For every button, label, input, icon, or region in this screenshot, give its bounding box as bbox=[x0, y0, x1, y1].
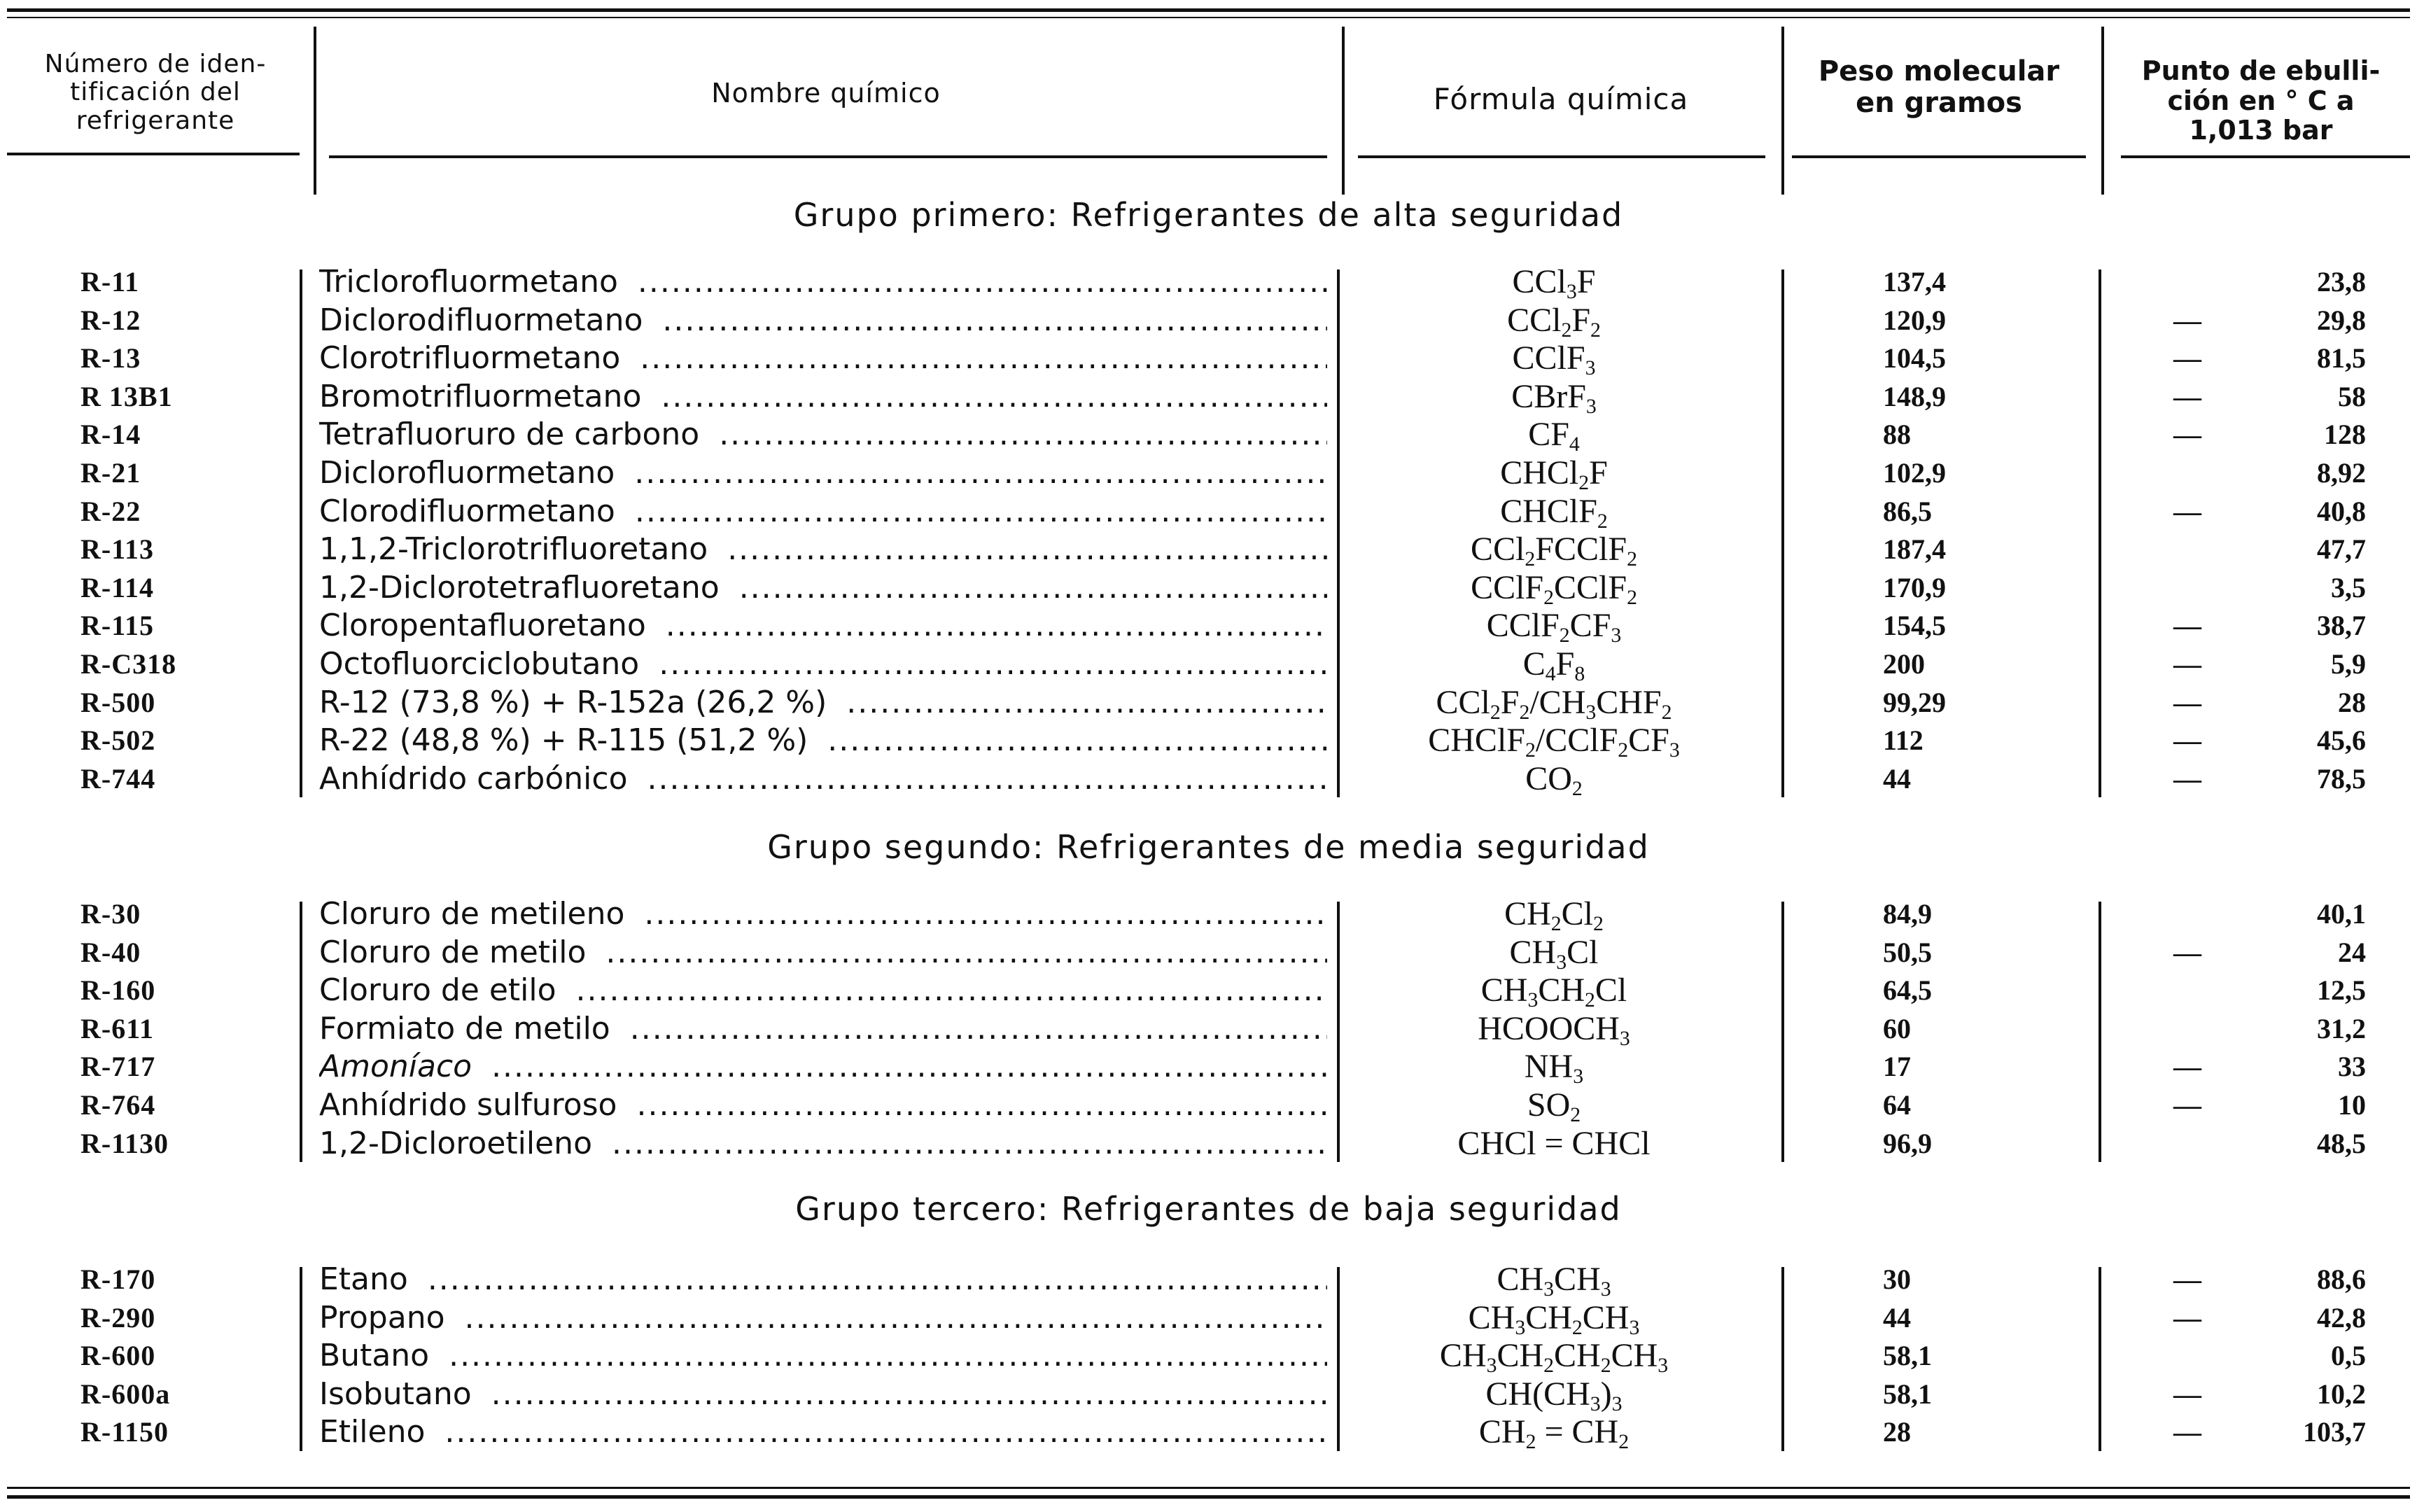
column-divider bbox=[2099, 902, 2101, 1162]
molecular-weight: 64,5 bbox=[1883, 974, 1932, 1006]
molecular-weight: 112 bbox=[1883, 724, 1924, 756]
table-row bbox=[0, 1375, 2417, 1413]
chemical-formula: $CCl_2F_2/CH_3CHF_2$ bbox=[1436, 684, 1672, 722]
chemical-formula: CClF$_3$ bbox=[1512, 340, 1596, 377]
header-name: Nombre químico bbox=[711, 78, 941, 108]
table-row bbox=[0, 568, 2417, 607]
chemical-name-cell bbox=[319, 1009, 1327, 1048]
chemical-name: 1,1,2-Triclorotrifluoretano bbox=[319, 531, 716, 567]
negative-sign: — bbox=[2173, 763, 2201, 794]
column-divider bbox=[300, 902, 302, 1162]
refrigerant-id: R-744 bbox=[80, 763, 156, 794]
negative-sign: — bbox=[2173, 1378, 2201, 1410]
chemical-name: Propano bbox=[319, 1300, 454, 1336]
molecular-weight: 86,5 bbox=[1883, 496, 1932, 527]
boiling-point-cell bbox=[2142, 1336, 2380, 1375]
table-row bbox=[0, 1047, 2417, 1086]
chemical-formula: $CH(CH_3)_3$ bbox=[1485, 1376, 1623, 1413]
chemical-name-cell bbox=[319, 262, 1327, 301]
molecular-weight: 58,1 bbox=[1883, 1340, 1932, 1371]
chemical-name-cell bbox=[319, 1413, 1327, 1451]
column-divider bbox=[1337, 1267, 1340, 1451]
boiling-point-cell bbox=[2142, 971, 2380, 1009]
chemical-name: Clorodifluormetano bbox=[319, 493, 624, 529]
table-row bbox=[0, 1260, 2417, 1298]
boiling-point: 103,7 bbox=[2303, 1416, 2366, 1448]
chemical-formula: $CHClF_2/CClF_2CF_3$ bbox=[1428, 722, 1680, 760]
boiling-point-cell bbox=[2142, 1375, 2380, 1413]
table-row bbox=[0, 1086, 2417, 1124]
chemical-name: Isobutano bbox=[319, 1376, 480, 1412]
molecular-weight: 17 bbox=[1883, 1051, 1911, 1082]
negative-sign: — bbox=[2173, 610, 2201, 641]
table-row bbox=[0, 895, 2417, 933]
molecular-weight: 44 bbox=[1883, 763, 1911, 794]
boiling-point: 40,1 bbox=[2317, 898, 2366, 930]
table-row bbox=[0, 683, 2417, 722]
negative-sign: — bbox=[2173, 1264, 2201, 1295]
boiling-point-cell bbox=[2142, 377, 2380, 416]
table-row bbox=[0, 1124, 2417, 1163]
boiling-point: 10 bbox=[2338, 1089, 2366, 1121]
boiling-point: 88,6 bbox=[2317, 1264, 2366, 1295]
molecular-weight: 99,29 bbox=[1883, 687, 1946, 718]
table-row bbox=[0, 262, 2417, 301]
refrigerant-id: R-12 bbox=[80, 304, 141, 336]
refrigerant-id: R-115 bbox=[80, 610, 154, 641]
chemical-name: 1,2-Dicloroetileno bbox=[319, 1126, 601, 1161]
column-divider bbox=[1781, 270, 1784, 797]
refrigerant-id: R-11 bbox=[80, 266, 139, 298]
chemical-formula: $CH_3CH_2Cl$ bbox=[1480, 972, 1627, 1009]
table-row bbox=[0, 1009, 2417, 1048]
chemical-name: Diclorodifluormetano bbox=[319, 302, 651, 338]
column-divider bbox=[300, 270, 302, 797]
boiling-point-cell bbox=[2142, 568, 2380, 607]
chemical-formula: $CO_2$ bbox=[1525, 760, 1583, 798]
chemical-formula: CCl$_3$F bbox=[1512, 263, 1596, 301]
column-divider bbox=[1337, 902, 1340, 1162]
chemical-formula: $CH_2 = CH_2$ bbox=[1478, 1413, 1630, 1451]
chemical-name-cell bbox=[319, 721, 1327, 760]
chemical-formula: $CH_3CH_3$ bbox=[1497, 1261, 1611, 1298]
boiling-point-cell bbox=[2142, 645, 2380, 683]
negative-sign: — bbox=[2173, 687, 2201, 718]
column-divider bbox=[1781, 1267, 1784, 1451]
molecular-weight: 58,1 bbox=[1883, 1378, 1932, 1410]
chemical-name-cell bbox=[319, 377, 1327, 416]
chemical-name: R-12 (73,8 %) + R-152a (26,2 %) bbox=[319, 685, 835, 720]
table-row bbox=[0, 645, 2417, 683]
molecular-weight: 200 bbox=[1883, 648, 1925, 680]
chemical-name: Octofluorciclobutano bbox=[319, 646, 647, 682]
chemical-name-cell bbox=[319, 933, 1327, 972]
chemical-name: Formiato de metilo bbox=[319, 1011, 619, 1046]
top-rule-thin bbox=[7, 17, 2410, 18]
negative-sign: — bbox=[2173, 1089, 2201, 1121]
chemical-name: Anhídrido carbónico bbox=[319, 761, 636, 797]
table-row bbox=[0, 1336, 2417, 1375]
header-underline bbox=[2121, 155, 2410, 158]
chemical-name-cell bbox=[319, 1124, 1327, 1163]
boiling-point: 5,9 bbox=[2331, 648, 2366, 680]
boiling-point-cell bbox=[2142, 683, 2380, 722]
chemical-name: Etano bbox=[319, 1261, 416, 1297]
chemical-name: Amoníaco bbox=[319, 1049, 480, 1084]
refrigerant-id: R-611 bbox=[80, 1013, 154, 1044]
molecular-weight: 30 bbox=[1883, 1264, 1911, 1295]
chemical-name-cell bbox=[319, 971, 1327, 1009]
chemical-formula: $CH_2Cl_2$ bbox=[1504, 895, 1604, 933]
negative-sign: — bbox=[2173, 724, 2201, 756]
refrigerant-id: R-764 bbox=[80, 1089, 156, 1121]
negative-sign: — bbox=[2173, 1051, 2201, 1082]
refrigerant-id: R-1130 bbox=[80, 1128, 169, 1159]
boiling-point: 58 bbox=[2338, 381, 2366, 412]
boiling-point: 128 bbox=[2324, 419, 2366, 450]
chemical-name-cell bbox=[319, 339, 1327, 377]
chemical-name-cell bbox=[319, 1086, 1327, 1124]
boiling-point-cell bbox=[2142, 1009, 2380, 1048]
chemical-name: R-22 (48,8 %) + R-115 (51,2 %) bbox=[319, 722, 816, 758]
chemical-formula: $CCl_2F_2$ bbox=[1507, 302, 1601, 340]
table-row bbox=[0, 415, 2417, 454]
refrigerant-id: R-717 bbox=[80, 1051, 156, 1082]
molecular-weight: 137,4 bbox=[1883, 266, 1946, 298]
refrigerant-id: R-113 bbox=[80, 533, 154, 565]
chemical-formula: $CH_3Cl$ bbox=[1509, 934, 1599, 972]
boiling-point-cell bbox=[2142, 1124, 2380, 1163]
negative-sign: — bbox=[2173, 648, 2201, 680]
molecular-weight: 44 bbox=[1883, 1302, 1911, 1334]
negative-sign: — bbox=[2173, 496, 2201, 527]
refrigerant-id: R-14 bbox=[80, 419, 141, 450]
chemical-formula: $SO_2$ bbox=[1527, 1086, 1581, 1124]
refrigerant-id: R-1150 bbox=[80, 1416, 169, 1448]
column-divider bbox=[2099, 1267, 2101, 1451]
boiling-point-cell bbox=[2142, 1260, 2380, 1298]
chemical-name-cell bbox=[319, 683, 1327, 722]
molecular-weight: 102,9 bbox=[1883, 457, 1946, 489]
chemical-name-cell bbox=[319, 895, 1327, 933]
table-row bbox=[0, 606, 2417, 645]
table-row bbox=[0, 301, 2417, 340]
chemical-name: Bromotrifluormetano bbox=[319, 379, 650, 414]
negative-sign: — bbox=[2173, 1302, 2201, 1334]
boiling-point: 78,5 bbox=[2317, 763, 2366, 794]
boiling-point-cell bbox=[2142, 1413, 2380, 1451]
chemical-name-cell bbox=[319, 1336, 1327, 1375]
boiling-point: 47,7 bbox=[2317, 533, 2366, 565]
table-row bbox=[0, 1413, 2417, 1451]
header-weight: Peso molecular en gramos bbox=[1818, 55, 2060, 119]
table-row bbox=[0, 1298, 2417, 1337]
chemical-name-cell bbox=[319, 606, 1327, 645]
table-row bbox=[0, 760, 2417, 798]
refrigerant-id: R-40 bbox=[80, 937, 141, 968]
negative-sign: — bbox=[2173, 342, 2201, 374]
header-underline bbox=[329, 155, 1327, 158]
refrigerant-id: R-290 bbox=[80, 1302, 156, 1334]
table-row bbox=[0, 721, 2417, 760]
refrigerant-id: R 13B1 bbox=[80, 381, 173, 412]
molecular-weight: 84,9 bbox=[1883, 898, 1932, 930]
negative-sign: — bbox=[2173, 419, 2201, 450]
refrigerant-id: R-160 bbox=[80, 974, 156, 1006]
refrigerant-id: R-C318 bbox=[80, 648, 177, 680]
chemical-formula: CClF$_2$CClF$_2$ bbox=[1471, 569, 1637, 607]
chemical-name: 1,2-Diclorotetrafluoretano bbox=[319, 570, 728, 606]
chemical-name: Clorotrifluormetano bbox=[319, 340, 629, 376]
boiling-point: 3,5 bbox=[2331, 572, 2366, 603]
boiling-point: 29,8 bbox=[2317, 304, 2366, 336]
boiling-point-cell bbox=[2142, 606, 2380, 645]
header-formula: Fórmula química bbox=[1433, 82, 1689, 116]
chemical-name: Tetrafluoruro de carbono bbox=[319, 416, 708, 452]
boiling-point: 40,8 bbox=[2317, 496, 2366, 527]
table-row bbox=[0, 971, 2417, 1009]
molecular-weight: 64 bbox=[1883, 1089, 1911, 1121]
chemical-name: Cloropentafluoretano bbox=[319, 608, 654, 643]
header-divider bbox=[314, 27, 316, 195]
boiling-point-cell bbox=[2142, 895, 2380, 933]
negative-sign: — bbox=[2173, 1416, 2201, 1448]
boiling-point-cell bbox=[2142, 262, 2380, 301]
boiling-point: 42,8 bbox=[2317, 1302, 2366, 1334]
chemical-name-cell bbox=[319, 1375, 1327, 1413]
molecular-weight: 170,9 bbox=[1883, 572, 1946, 603]
refrigerant-id: R-21 bbox=[80, 457, 141, 489]
refrigerant-id: R-170 bbox=[80, 1264, 156, 1295]
header-underline bbox=[7, 153, 300, 155]
boiling-point-cell bbox=[2142, 415, 2380, 454]
refrigerant-id: R-500 bbox=[80, 687, 156, 718]
chemical-name: Butano bbox=[319, 1338, 437, 1373]
boiling-point-cell bbox=[2142, 1298, 2380, 1337]
top-rule bbox=[7, 8, 2410, 12]
molecular-weight: 148,9 bbox=[1883, 381, 1946, 412]
boiling-point-cell bbox=[2142, 530, 2380, 568]
molecular-weight: 96,9 bbox=[1883, 1128, 1932, 1159]
chemical-name-cell bbox=[319, 415, 1327, 454]
chemical-formula: $HCOOCH_3$ bbox=[1478, 1010, 1630, 1048]
header-divider bbox=[2101, 27, 2104, 195]
table-row bbox=[0, 492, 2417, 531]
boiling-point-cell bbox=[2142, 1047, 2380, 1086]
molecular-weight: 60 bbox=[1883, 1013, 1911, 1044]
table-row bbox=[0, 530, 2417, 568]
chemical-name: Cloruro de etilo bbox=[319, 972, 565, 1008]
boiling-point: 45,6 bbox=[2317, 724, 2366, 756]
table-row bbox=[0, 454, 2417, 492]
header-bp: Punto de ebulli- ción en ° C a 1,013 bar bbox=[2141, 55, 2381, 146]
molecular-weight: 50,5 bbox=[1883, 937, 1932, 968]
chemical-formula: CBrF$_3$ bbox=[1511, 378, 1597, 416]
molecular-weight: 187,4 bbox=[1883, 533, 1946, 565]
column-divider bbox=[1781, 902, 1784, 1162]
chemical-name-cell bbox=[319, 1260, 1327, 1298]
chemical-name: Cloruro de metilo bbox=[319, 934, 594, 970]
chemical-formula: CHClF$_2$ bbox=[1500, 493, 1608, 531]
chemical-name-cell bbox=[319, 530, 1327, 568]
group-title: Grupo segundo: Refrigerantes de media seguridad bbox=[767, 828, 1650, 866]
chemical-name-cell bbox=[319, 568, 1327, 607]
chemical-name: Etileno bbox=[319, 1414, 433, 1450]
bottom-rule-thick bbox=[7, 1495, 2410, 1499]
column-divider bbox=[300, 1267, 302, 1451]
refrigerant-id: R-13 bbox=[80, 342, 141, 374]
refrigerant-id: R-502 bbox=[80, 724, 156, 756]
table-row bbox=[0, 933, 2417, 972]
chemical-name-cell bbox=[319, 645, 1327, 683]
boiling-point: 28 bbox=[2338, 687, 2366, 718]
molecular-weight: 28 bbox=[1883, 1416, 1911, 1448]
chemical-name-cell bbox=[319, 492, 1327, 531]
chemical-name: Anhídrido sulfuroso bbox=[319, 1087, 625, 1123]
boiling-point-cell bbox=[2142, 454, 2380, 492]
chemical-formula: CHCl = CHCl bbox=[1457, 1125, 1651, 1162]
refrigerant-id: R-22 bbox=[80, 496, 141, 527]
boiling-point: 10,2 bbox=[2317, 1378, 2366, 1410]
negative-sign: — bbox=[2173, 937, 2201, 968]
chemical-name: Cloruro de metileno bbox=[319, 896, 633, 932]
refrigerant-id: R-600a bbox=[80, 1378, 171, 1410]
boiling-point-cell bbox=[2142, 933, 2380, 972]
bottom-rule bbox=[7, 1487, 2410, 1489]
negative-sign: — bbox=[2173, 381, 2201, 412]
chemical-formula: $C_4F_8$ bbox=[1522, 645, 1585, 683]
table-row bbox=[0, 339, 2417, 377]
header-underline bbox=[1358, 155, 1765, 158]
chemical-formula: CCl$_2$FCClF$_2$ bbox=[1471, 531, 1637, 568]
molecular-weight: 154,5 bbox=[1883, 610, 1946, 641]
boiling-point: 31,2 bbox=[2317, 1013, 2366, 1044]
chemical-name-cell bbox=[319, 301, 1327, 340]
refrigerant-id: R-600 bbox=[80, 1340, 156, 1371]
chemical-formula: $CH_3CH_2CH_2CH_3$ bbox=[1439, 1337, 1669, 1375]
molecular-weight: 88 bbox=[1883, 419, 1911, 450]
boiling-point: 24 bbox=[2338, 937, 2366, 968]
boiling-point-cell bbox=[2142, 492, 2380, 531]
boiling-point: 48,5 bbox=[2317, 1128, 2366, 1159]
column-divider bbox=[1337, 270, 1340, 797]
chemical-formula: $CH_3CH_2CH_3$ bbox=[1468, 1299, 1640, 1337]
boiling-point: 8,92 bbox=[2317, 457, 2366, 489]
chemical-name-cell bbox=[319, 1298, 1327, 1337]
chemical-name-cell bbox=[319, 454, 1327, 492]
column-divider bbox=[2099, 270, 2101, 797]
boiling-point: 81,5 bbox=[2317, 342, 2366, 374]
boiling-point-cell bbox=[2142, 760, 2380, 798]
boiling-point: 33 bbox=[2338, 1051, 2366, 1082]
boiling-point: 12,5 bbox=[2317, 974, 2366, 1006]
boiling-point-cell bbox=[2142, 1086, 2380, 1124]
boiling-point-cell bbox=[2142, 339, 2380, 377]
chemical-formula: $CClF_2CF_3$ bbox=[1486, 607, 1622, 645]
boiling-point: 0,5 bbox=[2331, 1340, 2366, 1371]
molecular-weight: 120,9 bbox=[1883, 304, 1946, 336]
molecular-weight: 104,5 bbox=[1883, 342, 1946, 374]
chemical-formula: $NH_3$ bbox=[1524, 1048, 1584, 1086]
negative-sign: — bbox=[2173, 304, 2201, 336]
group-title: Grupo tercero: Refrigerantes de baja seguridad bbox=[795, 1190, 1622, 1228]
header-divider bbox=[1342, 27, 1345, 195]
refrigerant-id: R-30 bbox=[80, 898, 141, 930]
chemical-formula: CHCl$_2$F bbox=[1500, 454, 1608, 492]
header-divider bbox=[1781, 27, 1784, 195]
boiling-point: 38,7 bbox=[2317, 610, 2366, 641]
chemical-name: Diclorofluormetano bbox=[319, 455, 623, 491]
boiling-point: 23,8 bbox=[2317, 266, 2366, 298]
header-underline bbox=[1792, 155, 2086, 158]
header-id: Número de iden- tificación del refrigerante bbox=[44, 50, 267, 135]
chemical-name-cell bbox=[319, 760, 1327, 798]
refrigerant-id: R-114 bbox=[80, 572, 154, 603]
group-title: Grupo primero: Refrigerantes de alta seguridad bbox=[793, 196, 1624, 234]
chemical-formula: $CF_4$ bbox=[1528, 416, 1580, 454]
chemical-name: Triclorofluormetano bbox=[319, 264, 626, 300]
boiling-point-cell bbox=[2142, 721, 2380, 760]
chemical-name-cell bbox=[319, 1047, 1327, 1086]
boiling-point-cell bbox=[2142, 301, 2380, 340]
table-row bbox=[0, 377, 2417, 416]
